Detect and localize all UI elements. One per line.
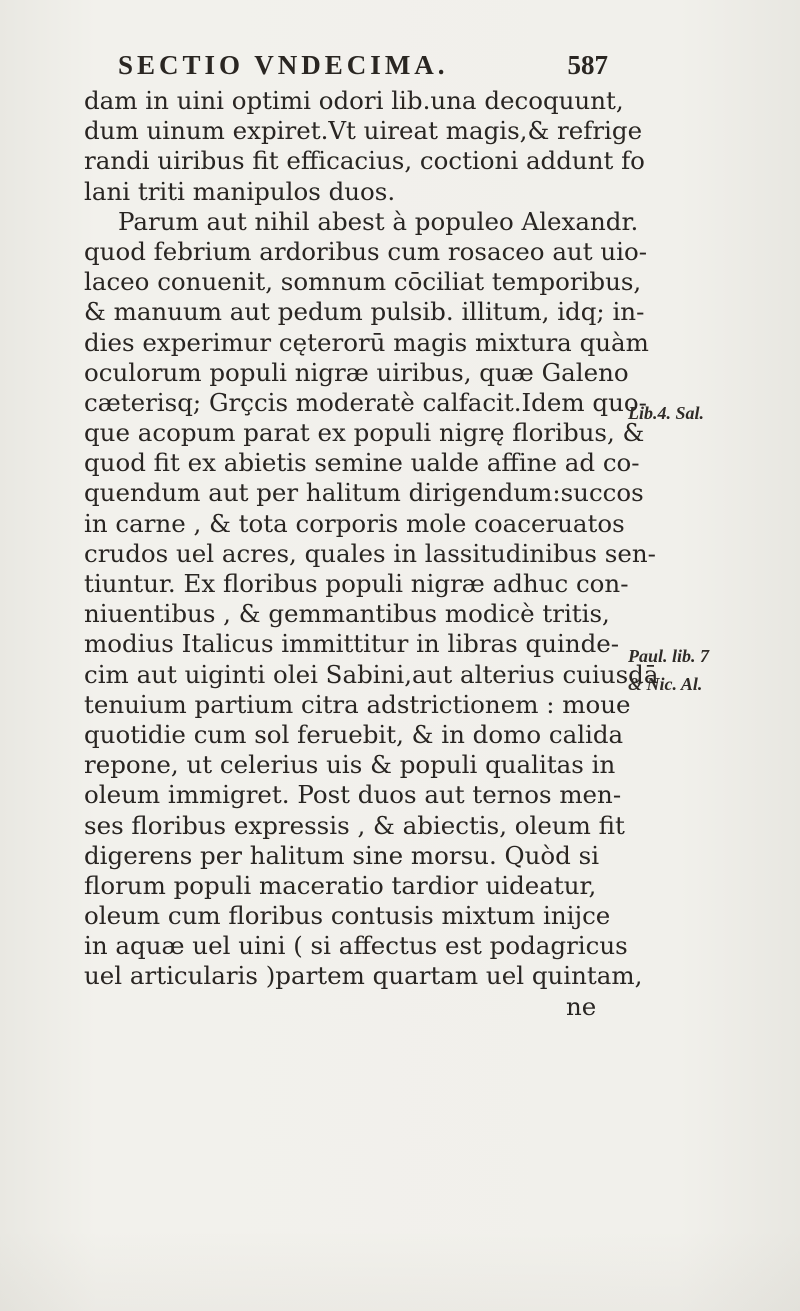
text-line: crudos uel acres, quales in lassitudinibus sen- (84, 538, 656, 568)
marginal-note: Lib.4. Sal. (628, 403, 705, 423)
text-line: laceo conuenit, somnum cōciliat temporibus, (84, 267, 642, 297)
catchword: ne (566, 991, 597, 1021)
text-line: tenuium partium citra adstrictionem : moue (84, 689, 631, 719)
text-line: oculorum populi nigræ uiribus, quæ Galeno (84, 357, 629, 387)
text-line: dam in uini optimi odori lib.una decoquunt, (84, 86, 624, 115)
text-line: lani triti manipulos duos. (84, 176, 396, 206)
text-line: repone, ut celerius uis & populi qualitas in (84, 750, 616, 780)
text-line: cim aut uiginti olei Sabini,aut alterius cuiusdā (84, 659, 659, 689)
text-line: modius Italicus immittitur in libras quinde- (84, 629, 620, 659)
text-line: in carne , & tota corporis mole coaceruatos (84, 508, 625, 538)
text-line: digerens per halitum sine morsu. Quòd si (84, 840, 600, 870)
text-line: oleum immigret. Post duos aut ternos men- (84, 780, 622, 810)
text-line: niuentibus , & gemmantibus modicè tritis, (84, 599, 610, 629)
page-number: 587 (567, 50, 608, 80)
text-line: randi uiribus fit efficacius, coctioni addunt fo (84, 146, 645, 176)
text-line: oleum cum floribus contusis mixtum inijce (84, 901, 611, 931)
text-line: florum populi maceratio tardior uideatur, (84, 870, 597, 900)
text-line: quotidie cum sol feruebit, & in domo calida (84, 719, 624, 749)
text-line: dies experimur cęterorū magis mixtura quàm (84, 327, 649, 357)
text-line: dum uinum expiret.Vt uireat magis,& refrige (84, 116, 643, 146)
text-line: in aquæ uel uini ( si affectus est podagricus (84, 931, 628, 961)
text-line: uel articularis )partem quartam uel quintam, (84, 961, 643, 991)
marginal-note: & Nic. Al. (628, 674, 703, 694)
text-line: tiuntur. Ex floribus populi nigræ adhuc con- (84, 569, 629, 598)
marginal-note: Paul. lib. 7 (628, 646, 710, 666)
text-line: que acopum parat ex populi nigrę floribus, & (84, 418, 645, 448)
text-line: quod fit ex abietis semine ualde affine ad co- (84, 448, 640, 478)
text-line: & manuum aut pedum pulsib. illitum, idq; in- (84, 297, 645, 327)
paragraph-start-line: Parum aut nihil abest à populeo Alexandr. (118, 206, 639, 236)
text-line: quod febrium ardoribus cum rosaceo aut uio- (84, 236, 647, 266)
text-line: ses floribus expressis , & abiectis, oleum fit (84, 810, 625, 840)
section-title: SECTIO VNDECIMA. (118, 50, 449, 80)
text-line: quendum aut per halitum dirigendum:succos (84, 478, 644, 508)
body-text (84, 86, 659, 1022)
bottom-margin (0, 1230, 800, 1311)
running-head (118, 50, 608, 86)
text-line: cæterisq; Grçcis moderatè calfacit.Idem quo- (84, 387, 647, 417)
